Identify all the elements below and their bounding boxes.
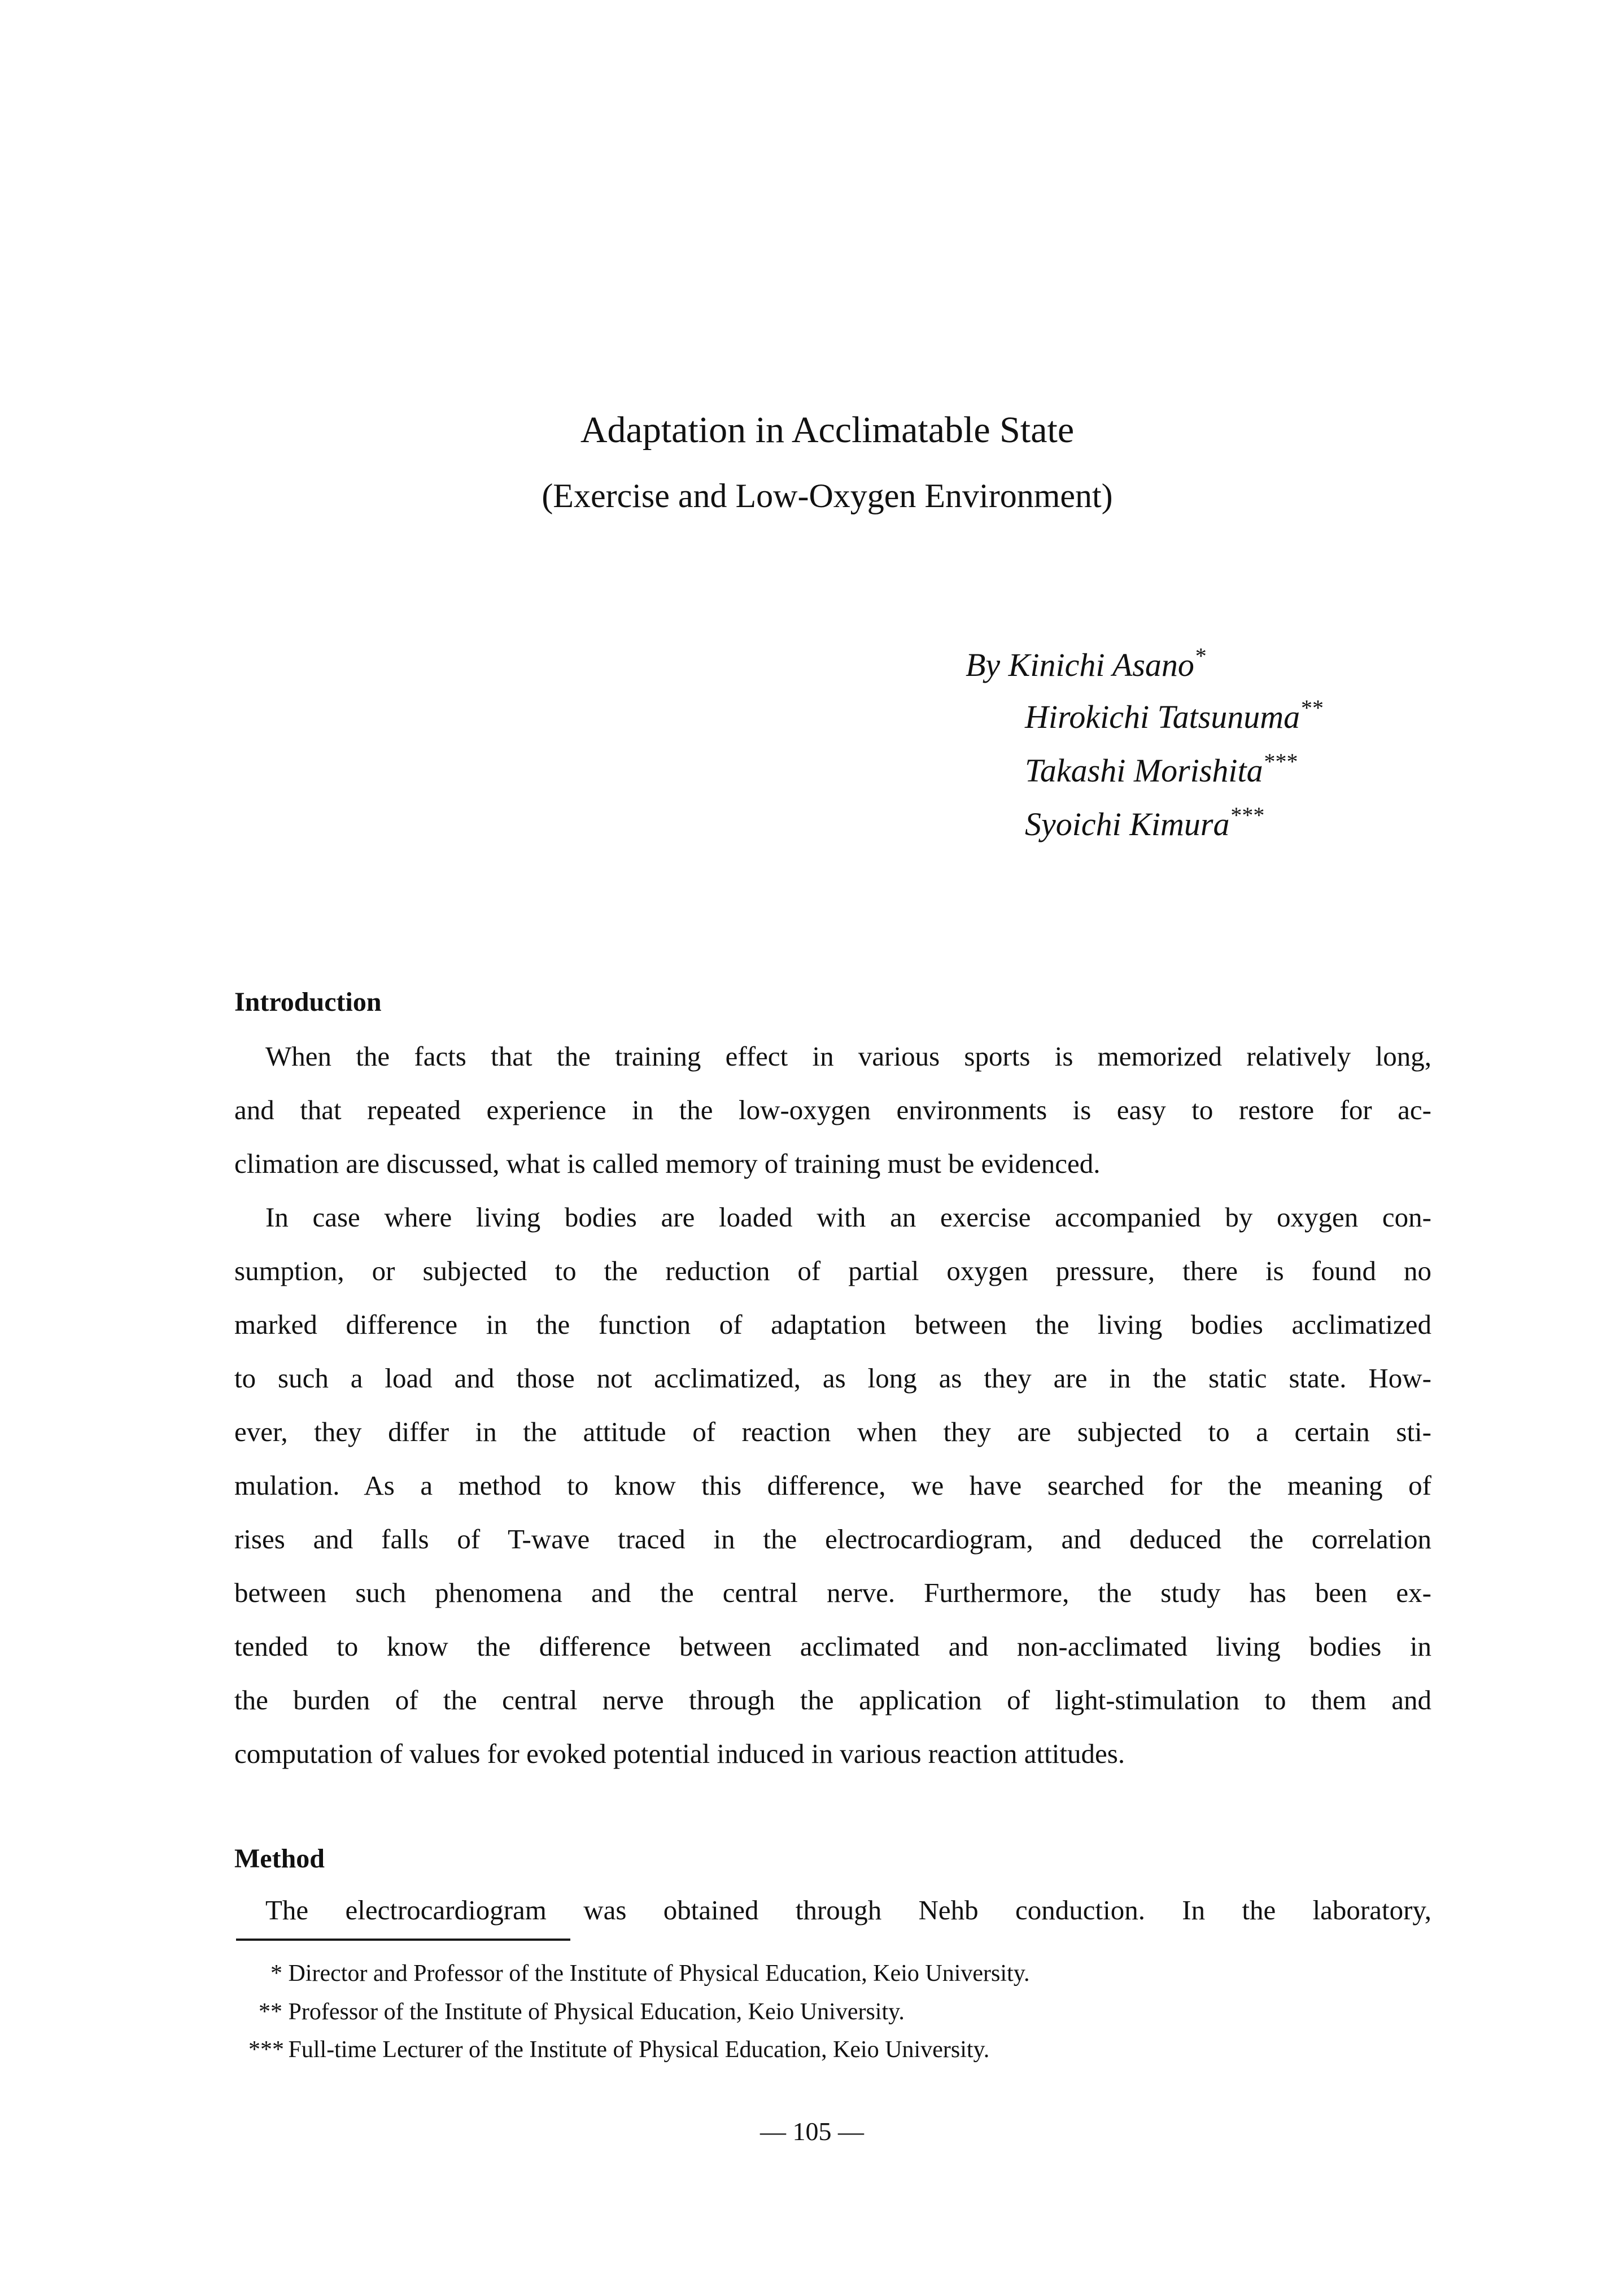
introduction-paragraph-2 <box>234 1190 1431 1780</box>
text-line: computation of values for evoked potential induced in various reaction attitudes. <box>234 1738 1125 1769</box>
author-mark: *** <box>1263 749 1297 774</box>
text-line: In case where living bodies are loaded with an exercise accompanied by oxygen con- <box>265 1202 1431 1233</box>
method-paragraph <box>234 1883 1431 1937</box>
section-heading-method: Method <box>234 1844 325 1874</box>
text-line: the burden of the central nerve through the application of light-stimulation to them and <box>234 1684 1431 1715</box>
footnote-3 <box>248 2033 989 2067</box>
author-mark: *** <box>1229 802 1264 828</box>
footnote-mark: * <box>270 1961 282 1987</box>
text-line: The electrocardiogram was obtained through Nehb conduction. In the laboratory, <box>265 1894 1431 1926</box>
footnote-text: Full-time Lecturer of the Institute of Physical Education, Keio University. <box>288 2037 990 2063</box>
author-mark: * <box>1194 643 1206 669</box>
footnote-rule <box>236 1939 570 1941</box>
author-name: Hirokichi Tatsunuma <box>1025 698 1300 735</box>
author-prefix: By <box>966 647 1009 683</box>
introduction-paragraph-1 <box>234 1029 1431 1190</box>
page-number: — 105 — <box>760 2117 864 2146</box>
author-name: Takashi Morishita <box>1025 752 1263 789</box>
author-mark: ** <box>1300 695 1323 721</box>
text-line: marked difference in the function of adaptation between the living bodies acclimatized <box>234 1309 1431 1340</box>
text-line: to such a load and those not acclimatized, as long as they are in the static state. How- <box>234 1363 1431 1394</box>
footnote-text: Director and Professor of the Institute of Physical Education, Keio University. <box>288 1961 1030 1987</box>
footnote-text: Professor of the Institute of Physical Education, Keio University. <box>288 1999 905 2025</box>
author-4 <box>1025 802 1264 844</box>
author-3 <box>1025 751 1297 791</box>
text-line: tended to know the difference between acclimated and non-acclimated living bodies in <box>234 1631 1431 1662</box>
footnote-1 <box>248 1957 1029 1990</box>
author-2 <box>1025 697 1322 737</box>
text-line: rises and falls of T-wave traced in the electrocardiogram, and deduced the correlation <box>234 1523 1431 1555</box>
paper-subtitle: (Exercise and Low-Oxygen Environment) <box>542 477 1113 514</box>
footnote-mark: *** <box>248 2037 284 2063</box>
author-name: Syoichi Kimura <box>1025 806 1230 842</box>
text-line: climation are discussed, what is called memory of training must be evidenced. <box>234 1148 1101 1179</box>
author-1 <box>966 645 1206 685</box>
text-line: ever, they differ in the attitude of reaction when they are subjected to a certain sti- <box>234 1416 1431 1447</box>
footnote-mark: ** <box>259 1999 282 2025</box>
text-line: When the facts that the training effect in various sports is memorized relatively long, <box>265 1041 1431 1072</box>
text-line: and that repeated experience in the low-oxygen environments is easy to restore for ac- <box>234 1094 1431 1125</box>
footnote-2 <box>248 1995 905 2029</box>
section-heading-introduction: Introduction <box>234 987 382 1017</box>
text-line: mulation. As a method to know this difference, we have searched for the meaning of <box>234 1470 1431 1501</box>
author-name: Kinichi Asano <box>1008 647 1194 683</box>
text-line: sumption, or subjected to the reduction of partial oxygen pressure, there is found no <box>234 1255 1431 1286</box>
paper-title: Adaptation in Acclimatable State <box>580 409 1075 451</box>
text-line: between such phenomena and the central nerve. Furthermore, the study has been ex- <box>234 1577 1431 1608</box>
